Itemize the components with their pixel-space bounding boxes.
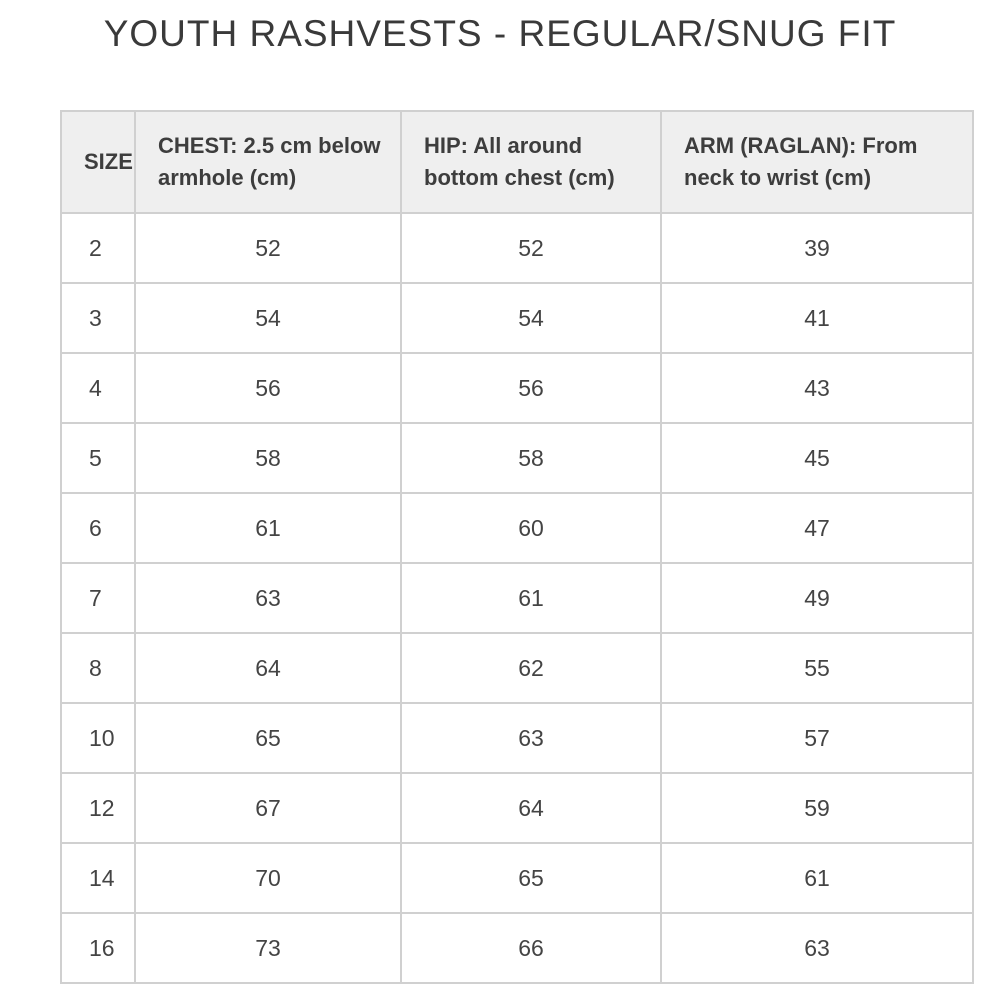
hip-cell: 56 [401,353,661,423]
hip-cell: 64 [401,773,661,843]
header-hip [401,111,661,213]
arm-cell: 49 [661,563,973,633]
chest-cell: 64 [135,633,401,703]
size-cell: 14 [61,843,135,913]
size-cell: 12 [61,773,135,843]
header-hip-label [402,130,660,194]
hip-cell: 63 [401,703,661,773]
table-row [61,563,973,633]
table-row [61,843,973,913]
chest-cell: 54 [135,283,401,353]
page-title: YOUTH RASHVESTS - REGULAR/SNUG FIT [103,13,897,54]
arm-cell: 47 [661,493,973,563]
header-hip-line-2: bottom chest (cm) [424,165,615,190]
size-cell: 3 [61,283,135,353]
size-cell: 16 [61,913,135,983]
hip-cell: 54 [401,283,661,353]
chest-cell: 70 [135,843,401,913]
table-row [61,633,973,703]
hip-cell: 52 [401,213,661,283]
hip-cell: 66 [401,913,661,983]
header-size-label: SIZE [84,149,133,174]
arm-cell: 61 [661,843,973,913]
size-cell: 2 [61,213,135,283]
arm-cell: 55 [661,633,973,703]
header-arm-line-1: ARM (RAGLAN): From [684,133,918,158]
table-row [61,773,973,843]
header-chest [135,111,401,213]
header-arm [661,111,973,213]
table-row [61,283,973,353]
arm-cell: 45 [661,423,973,493]
chest-cell: 52 [135,213,401,283]
header-arm-line-2: neck to wrist (cm) [684,165,872,190]
hip-cell: 62 [401,633,661,703]
header-size [61,111,135,213]
chest-cell: 63 [135,563,401,633]
chest-cell: 73 [135,913,401,983]
table-row [61,213,973,283]
size-cell: 6 [61,493,135,563]
table-row [61,353,973,423]
arm-cell: 39 [661,213,973,283]
size-cell: 7 [61,563,135,633]
table-row [61,703,973,773]
arm-cell: 43 [661,353,973,423]
header-chest-line-1: CHEST: 2.5 cm below [158,133,381,158]
header-hip-line-1: HIP: All around [424,133,583,158]
table-row [61,423,973,493]
header-arm-label [662,130,972,194]
chest-cell: 65 [135,703,401,773]
header-chest-line-2: armhole (cm) [158,165,297,190]
arm-cell: 59 [661,773,973,843]
size-cell: 10 [61,703,135,773]
hip-cell: 58 [401,423,661,493]
table-header-row [61,111,973,213]
chest-cell: 58 [135,423,401,493]
header-chest-label [136,130,400,194]
size-cell: 5 [61,423,135,493]
hip-cell: 60 [401,493,661,563]
arm-cell: 41 [661,283,973,353]
hip-cell: 65 [401,843,661,913]
hip-cell: 61 [401,563,661,633]
size-cell: 8 [61,633,135,703]
table-row [61,493,973,563]
table-row [61,913,973,983]
table-body [61,213,973,983]
size-chart-table [60,110,974,984]
chest-cell: 56 [135,353,401,423]
chest-cell: 67 [135,773,401,843]
arm-cell: 63 [661,913,973,983]
size-cell: 4 [61,353,135,423]
arm-cell: 57 [661,703,973,773]
chest-cell: 61 [135,493,401,563]
